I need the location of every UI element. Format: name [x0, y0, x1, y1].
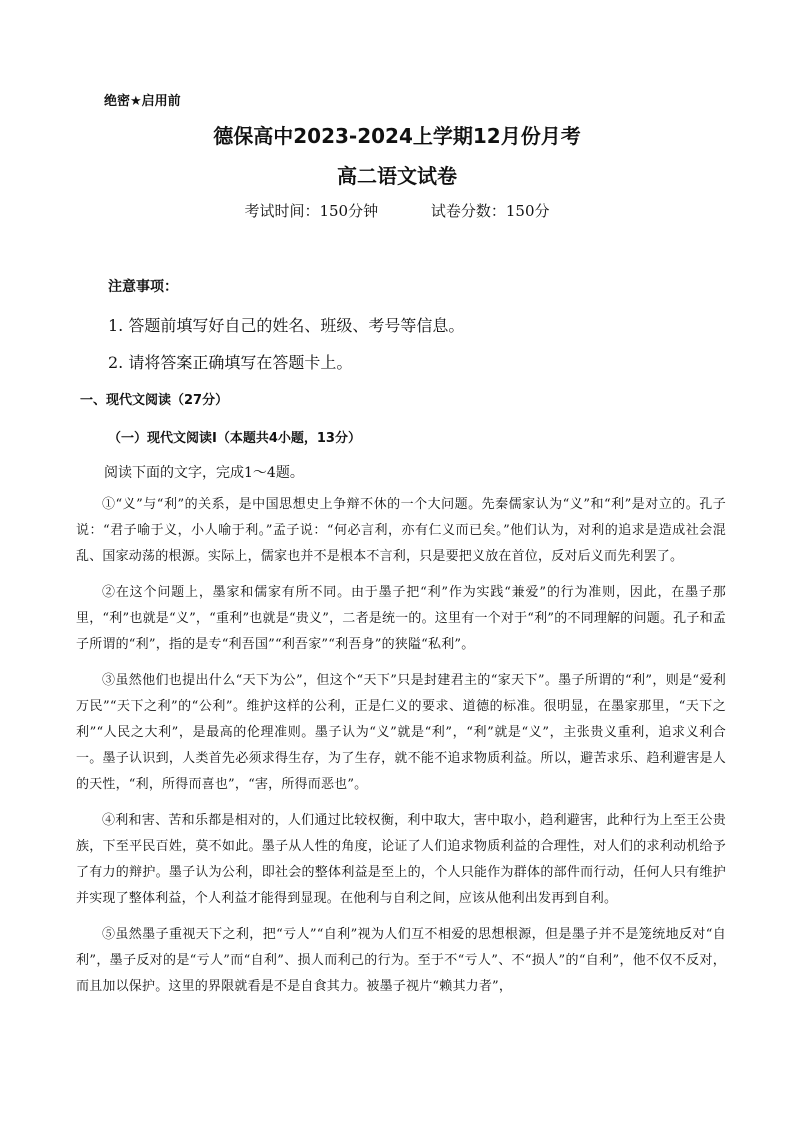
notice-item: 1. 答题前填写好自己的姓名、班级、考号等信息。: [108, 316, 465, 335]
section-title: 一、现代文阅读（27分）: [80, 393, 229, 408]
exam-subtitle: 高二语文试卷: [337, 164, 457, 188]
notice-item: 2. 请将答案正确填写在答题卡上。: [108, 353, 353, 372]
passage-paragraph: ①“义”与“利”的关系，是中国思想史上争辩不休的一个大问题。先秦儒家认为“义”和“利”是对立的。孔子说：“君子喻于义，小人喻于利。”孟子说：“何必言利，亦有仁义而已矣。”他们认为，对利的追求是造成社会混乱、国家动荡的根源。实际上，儒家也并不是根本不言利，只是要把义放在首位，反对后义而先利罢了。: [76, 497, 726, 564]
passage-paragraph: ②在这个问题上，墨家和儒家有所不同。由于墨子把“利”作为实践“兼爱”的行为准则，因此，在墨子那里，“利”也就是“义”，“重利”也就是“贵义”，二者是统一的。这里有一个对于“利”的不同理解的问题。孔子和孟子所谓的“利”，指的是专“利吾国”“利吾家”“利吾身”的狭隘“私利”。: [76, 585, 726, 652]
subsection-title: （一）现代文阅读Ⅰ（本题共4小题，13分）: [108, 431, 361, 446]
passage-paragraph: ④利和害、苦和乐都是相对的，人们通过比较权衡，利中取大，害中取小，趋利避害，此种行为上至王公贵族，下至平民百姓，莫不如此。墨子从人性的角度，论证了人们追求物质利益的合理性，对人们的求利动机给予了有力的辩护。墨子认为公利，即社会的整体利益是至上的，个人只能作为群体的部件而行动，任何人只有维护并实现了整体利益，个人利益才能得到显现。在他利与自利之间，应该从他利出发再到自利。: [76, 813, 726, 906]
exam-score: 试卷分数：150分: [430, 202, 550, 220]
notice-title: 注意事项：: [108, 279, 178, 295]
exam-info: [0, 200, 794, 221]
secret-label: 绝密★启用前: [104, 94, 181, 109]
exam-time: 考试时间：150分钟: [244, 202, 379, 220]
passage-paragraph: ⑤虽然墨子重视天下之利，把“亏人”“自利”视为人们互不相爱的思想根源，但是墨子并不是笼统地反对“自利”，墨子反对的是“亏人”而“自利”、损人而利己的行为。至于不“亏人”、不“损人”的“自利”，他不仅不反对，而且加以保护。这里的界限就看是不是自食其力。被墨子视片“赖其力者”，: [76, 927, 726, 994]
reading-passage: [76, 492, 726, 1010]
reading-instruction: 阅读下面的文字，完成1～4题。: [104, 465, 304, 481]
exam-title: 德保高中2023-2024上学期12月份月考: [213, 124, 581, 148]
passage-paragraph: ③虽然他们也提出什么“天下为公”，但这个“天下”只是封建君主的“家天下”。墨子所谓的“利”，则是“爱利万民”“天下之利”的“公利”。维护这样的公利，正是仁义的要求、道德的标准。很明显，在墨家那里，“天下之利”“人民之大利”，是最高的伦理准则。墨子认为“义”就是“利”，“利”就是“义”，主张贵义重利，追求义利合一。墨子认识到，人类首先必须求得生存，为了生存，就不能不追求物质利益。所以，避苦求乐、趋利避害是人的天性，“利，所得而喜也”，“害，所得而恶也”。: [76, 673, 726, 792]
